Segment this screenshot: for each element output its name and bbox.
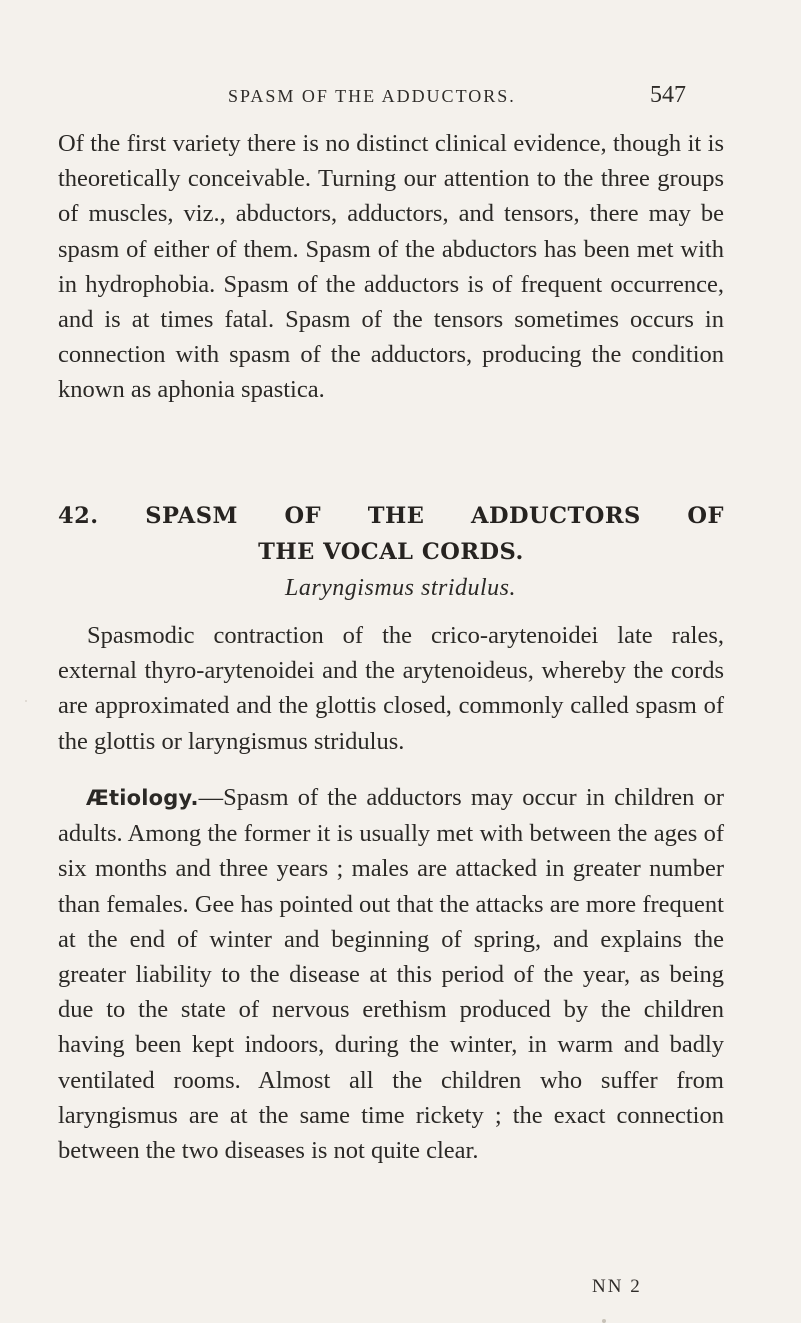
intro-paragraph: Of the first variety there is no distinct clinical evidence, though it is theoretically conceivable. Turning our attention to the three groups of muscles, viz., abductors, adductors, and tensors, there may be spasm of either of them. Spasm of the abductors has been met with in hydrophobia. Spasm of the adductors is of frequent occurrence, and is at times fatal. Spasm of the tensors sometimes occurs in connection with spasm of the adductors, producing the condition known as aphonia spastica.: [58, 130, 724, 404]
section-subtitle: Laryngismus stridulus.: [284, 575, 517, 601]
section-heading-line-2: THE VOCAL CORDS.: [258, 539, 524, 565]
running-head: [0, 82, 801, 118]
etiology-text: —Spasm of the adductors may occur in children or adults. Among the former it is usually met with between the ages of six months and three years ; males are attacked in greater number than females. Gee has pointed out that the attacks are more frequent at the end of winter and beginning of spring, and explains the greater liability to the disease at this period of the year, as being due to the state of nervous erethism produced by the children having been kept indoors, during the winter, in warm and badly ventilated rooms. Almost all the children who suffer from laryngismus are at the same time rickety ; the exact connection between the two diseases is not quite clear.: [58, 784, 724, 1165]
section-heading: [58, 498, 724, 570]
definition-text: Spasmodic contraction of the crico-arytenoidei late rales, external thyro-arytenoidei and the arytenoideus, whereby the cords are approximated and the glottis closed, commonly called spasm of the glottis or laryngismus stridulus.: [58, 622, 724, 755]
paper-speck: [25, 700, 27, 702]
paper-speck: [602, 1319, 606, 1323]
section-heading-line-1: 42. SPASM OF THE ADDUCTORS OF: [58, 503, 724, 529]
page-number: 547: [650, 82, 686, 108]
definition-paragraph: [58, 618, 724, 759]
etiology-paragraph: [58, 780, 724, 1168]
signature-mark: NN 2: [592, 1276, 642, 1297]
etiology-heading: Ætiology.: [86, 786, 199, 810]
running-title: SPASM OF THE ADDUCTORS.: [228, 86, 516, 106]
